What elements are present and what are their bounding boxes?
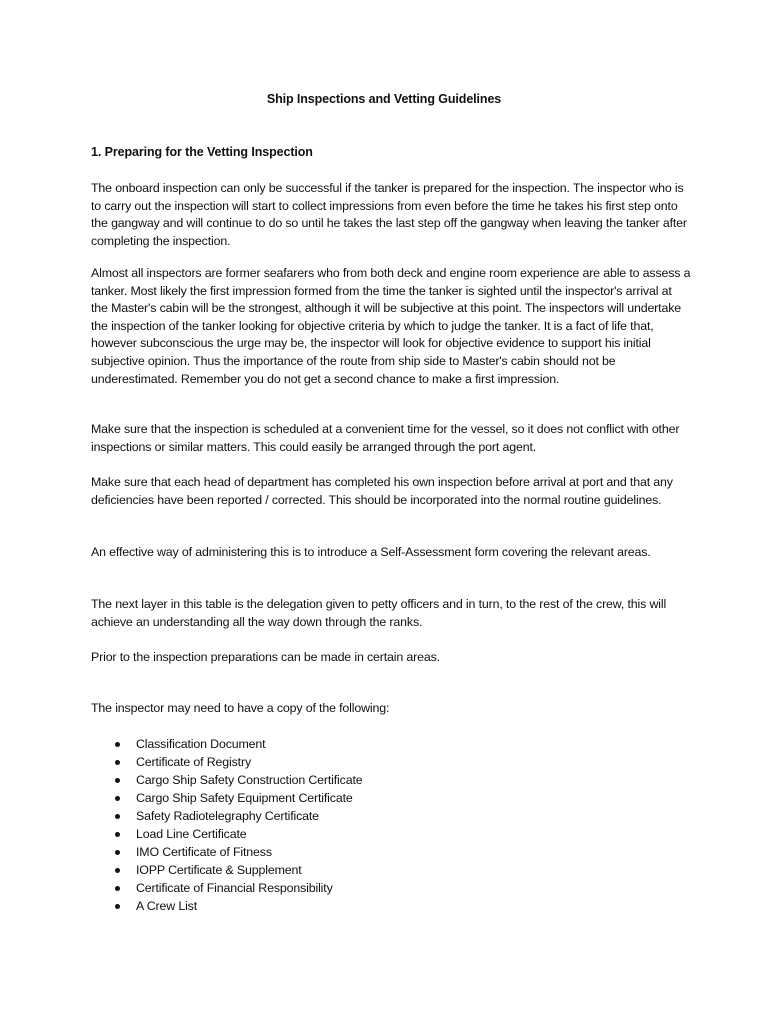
- bullet-icon: [115, 904, 120, 909]
- certificate-list: [91, 735, 362, 915]
- list-item-label: Safety Radiotelegraphy Certificate: [136, 809, 319, 823]
- list-item-label: IOPP Certificate & Supplement: [136, 863, 302, 877]
- list-item: [91, 771, 362, 789]
- list-item-label: Certificate of Financial Responsibility: [136, 881, 333, 895]
- paragraph-1: The onboard inspection can only be successful if the tanker is prepared for the inspection. The inspector who is to carry out the inspection will start to collect impressions from even before the time he takes his first step onto the gangway and will continue to do so until he takes the last step off the gangway when leaving the tanker after completing the inspection.: [91, 181, 687, 248]
- list-item: [91, 753, 362, 771]
- document-title: Ship Inspections and Vetting Guidelines: [266, 92, 502, 106]
- list-item: [91, 897, 362, 915]
- bullet-icon: [115, 886, 120, 891]
- list-item-label: Classification Document: [136, 737, 266, 751]
- paragraph-8: The inspector may need to have a copy of the following:: [91, 701, 390, 715]
- bullet-icon: [115, 796, 120, 801]
- list-item: [91, 879, 362, 897]
- paragraph-3: Make sure that the inspection is scheduled at a convenient time for the vessel, so it does not conflict with other inspections or similar matters. This could easily be arranged through the port agent.: [91, 422, 680, 454]
- list-item: [91, 735, 362, 753]
- paragraph-6: The next layer in this table is the delegation given to petty officers and in turn, to the rest of the crew, this will achieve an understanding all the way down through the ranks.: [91, 597, 667, 629]
- list-item-label: Load Line Certificate: [136, 827, 247, 841]
- list-item: [91, 807, 362, 825]
- paragraph-7: Prior to the inspection preparations can be made in certain areas.: [91, 650, 440, 664]
- bullet-icon: [115, 832, 120, 837]
- list-item-label: Cargo Ship Safety Construction Certificate: [136, 773, 363, 787]
- bullet-icon: [115, 742, 120, 747]
- bullet-icon: [115, 850, 120, 855]
- paragraph-2: Almost all inspectors are former seafarers who from both deck and engine room experience are able to assess a tanker. Most likely the first impression formed from the time the tanker is sighted until the inspector's arrival at the Master's cabin will be the strongest, although it will be subjective at this point. The inspectors will undertake the inspection of the tanker looking for objective criteria by which to judge the tanker. It is a fact of life that, however subconscious the urge may be, the inspector will look for objective evidence to support his initial subjective opinion. Thus the importance of the route from ship side to Master's cabin should not be underestimated. Remember you do not get a second chance to make a first impression.: [91, 266, 691, 386]
- section-heading: 1. Preparing for the Vetting Inspection: [91, 145, 313, 159]
- paragraph-5: An effective way of administering this is to introduce a Self-Assessment form covering the relevant areas.: [91, 545, 651, 559]
- paragraph-4: Make sure that each head of department has completed his own inspection before arrival at port and that any deficiencies have been reported / corrected. This should be incorporated into the normal routine guidelines.: [91, 475, 673, 507]
- list-item-label: Certificate of Registry: [136, 755, 251, 769]
- list-item-label: IMO Certificate of Fitness: [136, 845, 272, 859]
- bullet-icon: [115, 868, 120, 873]
- list-item-label: Cargo Ship Safety Equipment Certificate: [136, 791, 353, 805]
- list-item: [91, 789, 362, 807]
- bullet-icon: [115, 814, 120, 819]
- list-item: [91, 825, 362, 843]
- bullet-icon: [115, 778, 120, 783]
- list-item: [91, 861, 362, 879]
- bullet-icon: [115, 760, 120, 765]
- list-item-label: A Crew List: [136, 899, 198, 913]
- list-item: [91, 843, 362, 861]
